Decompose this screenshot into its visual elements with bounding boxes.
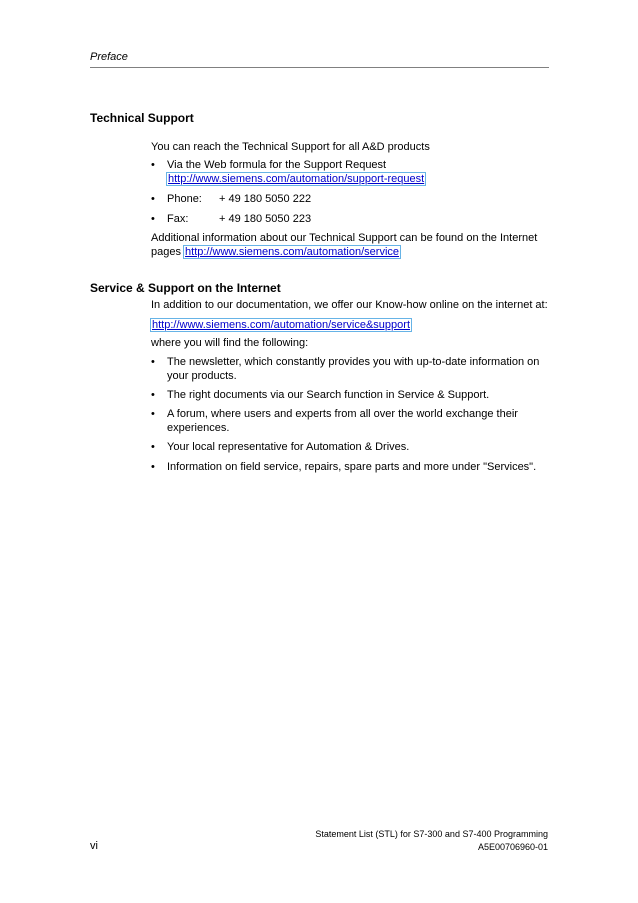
bullet-icon: • [151,193,155,205]
bullet-icon: • [151,356,155,368]
web-link-line [167,172,552,186]
service-pages-link[interactable]: http://www.siemens.com/automation/service [185,246,400,258]
service-bullet-field-service: Information on field service, repairs, spare parts and more under "Services". [167,461,537,473]
service-support-link[interactable]: http://www.siemens.com/automation/service&support [152,319,411,331]
running-header-title: Preface [90,51,128,63]
service-support-heading: Service & Support on the Internet [90,281,281,295]
phone-value: + 49 180 5050 222 [219,193,312,205]
bullet-icon: • [151,159,155,171]
phone-label: Phone: [167,193,202,205]
bullet-icon: • [151,389,155,401]
technical-support-heading: Technical Support [90,111,194,125]
additional-info-line2 [151,245,551,259]
bullet-icon: • [151,213,155,225]
support-request-link[interactable]: http://www.siemens.com/automation/support-request [168,173,425,185]
additional-info-prefix: pages [151,246,185,258]
service-support-link-line [151,318,551,332]
service-support-intro: In addition to our documentation, we offer our Know-how online on the internet at: [151,299,548,311]
header-rule [90,67,549,68]
fax-value: + 49 180 5050 223 [219,213,312,225]
additional-info-line1: Additional information about our Technical Support can be found on the Internet [151,232,538,244]
bullet-icon: • [151,461,155,473]
footer-page-number: vi [90,840,98,852]
footer-order-number: A5E00706960-01 [477,842,548,852]
technical-support-intro: You can reach the Technical Support for all A&D products [151,141,430,153]
service-bullet-representative: Your local representative for Automation & Drives. [167,441,410,453]
web-bullet-text: Via the Web formula for the Support Request [167,159,387,171]
service-bullet-newsletter: The newsletter, which constantly provides you with up-to-date information on your products. [167,356,540,382]
fax-label: Fax: [167,213,189,225]
bullet-icon: • [151,441,155,453]
service-bullet-documents: The right documents via our Search function in Service & Support. [167,389,490,401]
where-text: where you will find the following: [151,337,309,349]
footer-manual-title: Statement List (STL) for S7-300 and S7-400 Programming [315,829,548,839]
bullet-icon: • [151,408,155,420]
service-bullet-forum: A forum, where users and experts from all over the world exchange their experiences. [167,408,518,434]
